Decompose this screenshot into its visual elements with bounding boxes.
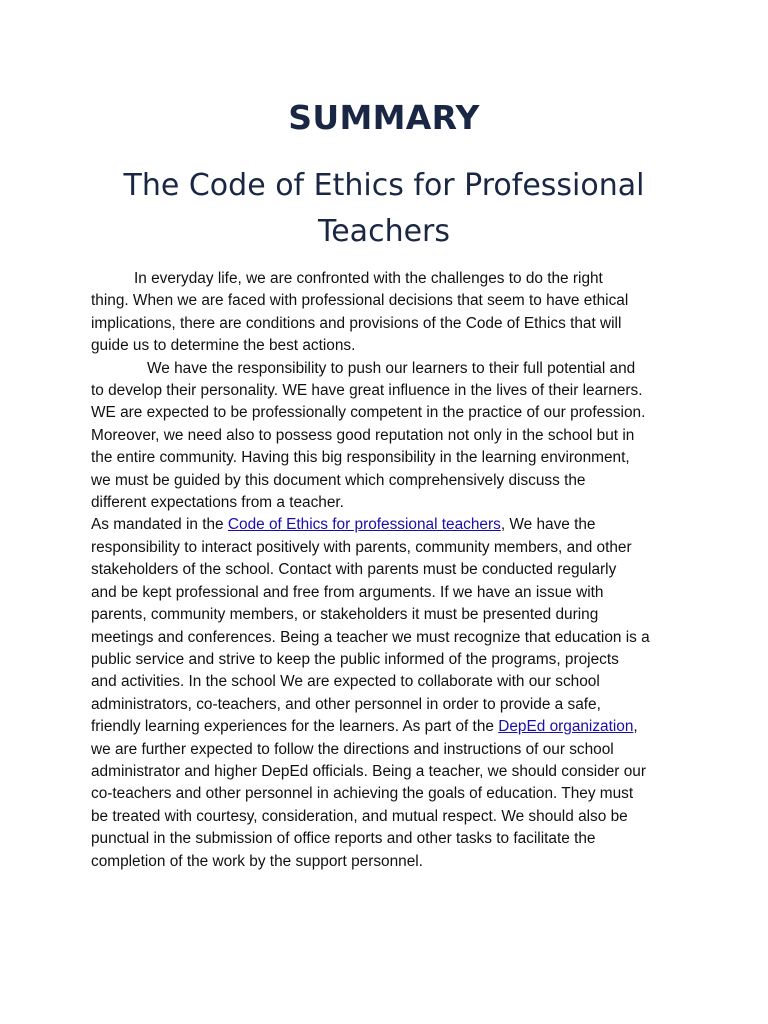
text-line <box>91 514 691 536</box>
text-line: be treated with courtesy, consideration, and mutual respect. We should also be <box>91 807 628 825</box>
text-line: administrators, co-teachers, and other personnel in order to provide a safe, <box>91 695 601 713</box>
text-line: WE are expected to be professionally competent in the practice of our profession. <box>91 404 646 422</box>
body-text <box>91 268 691 873</box>
deped-organization-link[interactable]: DepEd organization <box>498 718 634 736</box>
text-line: and activities. In the school We are expected to collaborate with our school <box>91 673 600 691</box>
text-line: to develop their personality. WE have great influence in the lives of their learners. <box>91 382 643 400</box>
text-line: the entire community. Having this big responsibility in the learning environment, <box>91 449 630 467</box>
text-line <box>91 716 691 738</box>
text-line: thing. When we are faced with professional decisions that seem to have ethical <box>91 292 629 310</box>
text-line: administrator and higher DepEd officials. Being a teacher, we should consider our <box>91 762 646 780</box>
text-line: meetings and conferences. Being a teacher we must recognize that education is a <box>91 628 650 646</box>
text-line: public service and strive to keep the public informed of the programs, projects <box>91 650 619 668</box>
text-segment: , We have the <box>500 516 596 534</box>
text-line: In everyday life, we are confronted with the challenges to do the right <box>134 270 603 287</box>
text-segment: , <box>633 718 638 736</box>
summary-heading: SUMMARY <box>288 98 480 137</box>
text-line: parents, community members, or stakeholders it must be presented during <box>91 606 599 624</box>
text-line: different expectations from a teacher. <box>91 494 344 512</box>
text-line: responsibility to interact positively with parents, community members, and other <box>91 538 632 556</box>
text-line: we must be guided by this document which comprehensively discuss the <box>91 471 586 489</box>
paragraph-1 <box>91 268 691 358</box>
text-line: we are further expected to follow the directions and instructions of our school <box>91 740 614 758</box>
document-title <box>0 163 768 255</box>
text-segment: friendly learning experiences for the learners. As part of the <box>91 718 499 736</box>
text-line: co-teachers and other personnel in achieving the goals of education. They must <box>91 785 634 803</box>
title-line: The Code of Ethics for Professional <box>123 168 645 203</box>
text-line: Moreover, we need also to possess good reputation not only in the school but in <box>91 426 635 444</box>
text-line: completion of the work by the support personnel. <box>91 852 423 870</box>
text-segment: As mandated in the <box>91 516 228 534</box>
text-line: guide us to determine the best actions. <box>91 337 356 355</box>
text-line: punctual in the submission of office reports and other tasks to facilitate the <box>91 830 596 848</box>
code-of-ethics-link[interactable]: Code of Ethics for professional teachers <box>227 516 501 534</box>
text-line: We have the responsibility to push our learners to their full potential and <box>147 359 636 377</box>
text-line: implications, there are conditions and provisions of the Code of Ethics that will <box>91 314 622 332</box>
text-line: and be kept professional and free from arguments. If we have an issue with <box>91 583 604 601</box>
text-line: stakeholders of the school. Contact with parents must be conducted regularly <box>91 561 617 579</box>
paragraph-3 <box>91 514 691 873</box>
title-line: Teachers <box>318 214 450 249</box>
paragraph-2 <box>91 358 691 515</box>
